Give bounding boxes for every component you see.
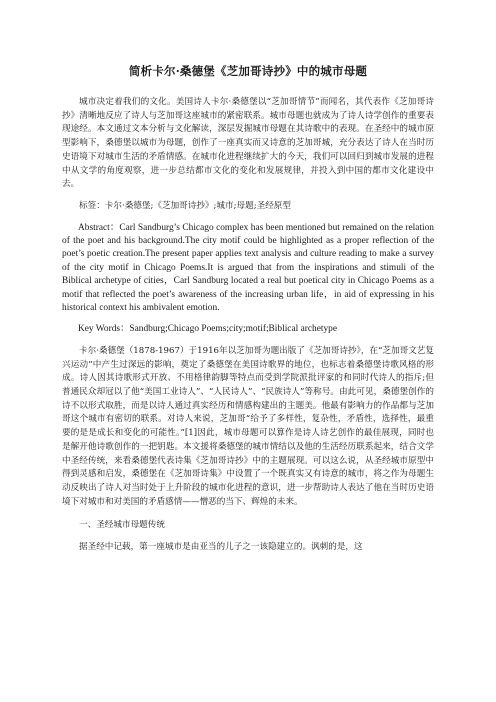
spacer [62, 509, 434, 519]
english-keywords: Key Words：Sandburg;Chicago Poems;city;motif;Biblical archetype [78, 324, 338, 335]
spacer [62, 214, 434, 222]
section-paragraph: 据圣经中记载，第一座城市是由亚当的儿子之一该隐建立的。讽刺的是，这 [79, 542, 363, 553]
spacer [62, 192, 434, 200]
section-heading: 一、圣经城市母题传统 [79, 520, 165, 531]
spacer [62, 533, 434, 541]
english-abstract: Abstract：Carl Sandburg’s Chicago complex has been mentioned but remained on the relation of the poet and his background.The city motif could be highlighted as a proper reflection of the poet’s poetic creation.The present paper applies text analysis and culture reading to make a survey of the city motif in Chicago Poems.It is argued that from the inspirations and stimuli of the Biblical archetype of cities，Carl Sandburg located a real but poetical city in Chicago Poems as a motif that reflected the poet’s awareness of the increasing urban life，in aid of expressing in his historical context his ambivalent emotion. [62, 222, 434, 314]
chinese-keywords: 标签：卡尔·桑德堡;《芝加哥诗抄》;城市;母题;圣经原型 [79, 200, 291, 211]
spacer [62, 337, 434, 345]
spacer [62, 315, 434, 323]
chinese-abstract: 城市决定着我们的文化。美国诗人卡尔·桑德堡以“芝加哥情节”而闻名，其代表作《芝加哥诗抄》清晰地反应了诗人与芝加哥这座城市的紧密联系。城市母题也就成为了诗人诗学创作的重要表现途经。本文通过文本分析与文化解读，深层发掘城市母题在其诗歌中的表现。在圣经中的城市原型影响下，桑德堡以城市为母题，创作了一座真实而又诗意的芝加哥城，充分表达了诗人在当时历史语境下对城市生活的矛盾情感。在城市化进程继续扩大的今天，我们可以回归到城市发展的进程中从文学的角度观察，进一步总结都市文化的变化和发展规律，并投入到中国的都市文化建设中去。 [62, 97, 434, 190]
article-title: 简析卡尔·桑德堡《芝加哥诗抄》中的城市母题 [128, 64, 368, 78]
body-paragraph: 卡尔·桑德堡（1878-1967）于1916年以芝加哥为题出版了《芝加哥诗抄》，在“芝加哥文艺复兴运动”中产生过深远的影响，奠定了桑德堡在美国诗歌界的地位，也标志着桑德堡诗歌风格的形成。诗人因其诗歌形式开放、不用格律韵脚等特点而受到学院派批评家的和同时代诗人的指斥;但普通民众却冠以了他“美国工业诗人”、“人民诗人”、“民族诗人”等称号。由此可见，桑德堡创作的诗不以形式取胜，而是以诗人通过真实经历和情感构建出的主题美。他最有影响力的作品都与芝加哥这个城市有密切的联系。对诗人来说，芝加哥“给予了多样性，复杂性，矛盾性，选择性，最重要的是是成长和变化的可能性。”[1]因此，城市母题可以算作是诗人诗艺创作的最佳展现，同时也是解开他诗歌创作的一把钥匙。本文援将桑德堡的城市情结以及他的生活经历联系起来，结合文学中圣经传统，来看桑德堡代表诗集《芝加哥诗抄》中的主题展现。可以这么说，从圣经城市原型中得到灵感和启发，桑德堡在《芝加哥诗集》中设置了一个既真实又有诗意的城市，将之作为母题生动反映出了诗人对当时处于上升阶段的城市化进程的意识，进一步帮助诗人表达了他在当时历史语境下对城市和对美国的矛盾感情——憎恶的当下、辉煌的未来。 [62, 345, 434, 507]
